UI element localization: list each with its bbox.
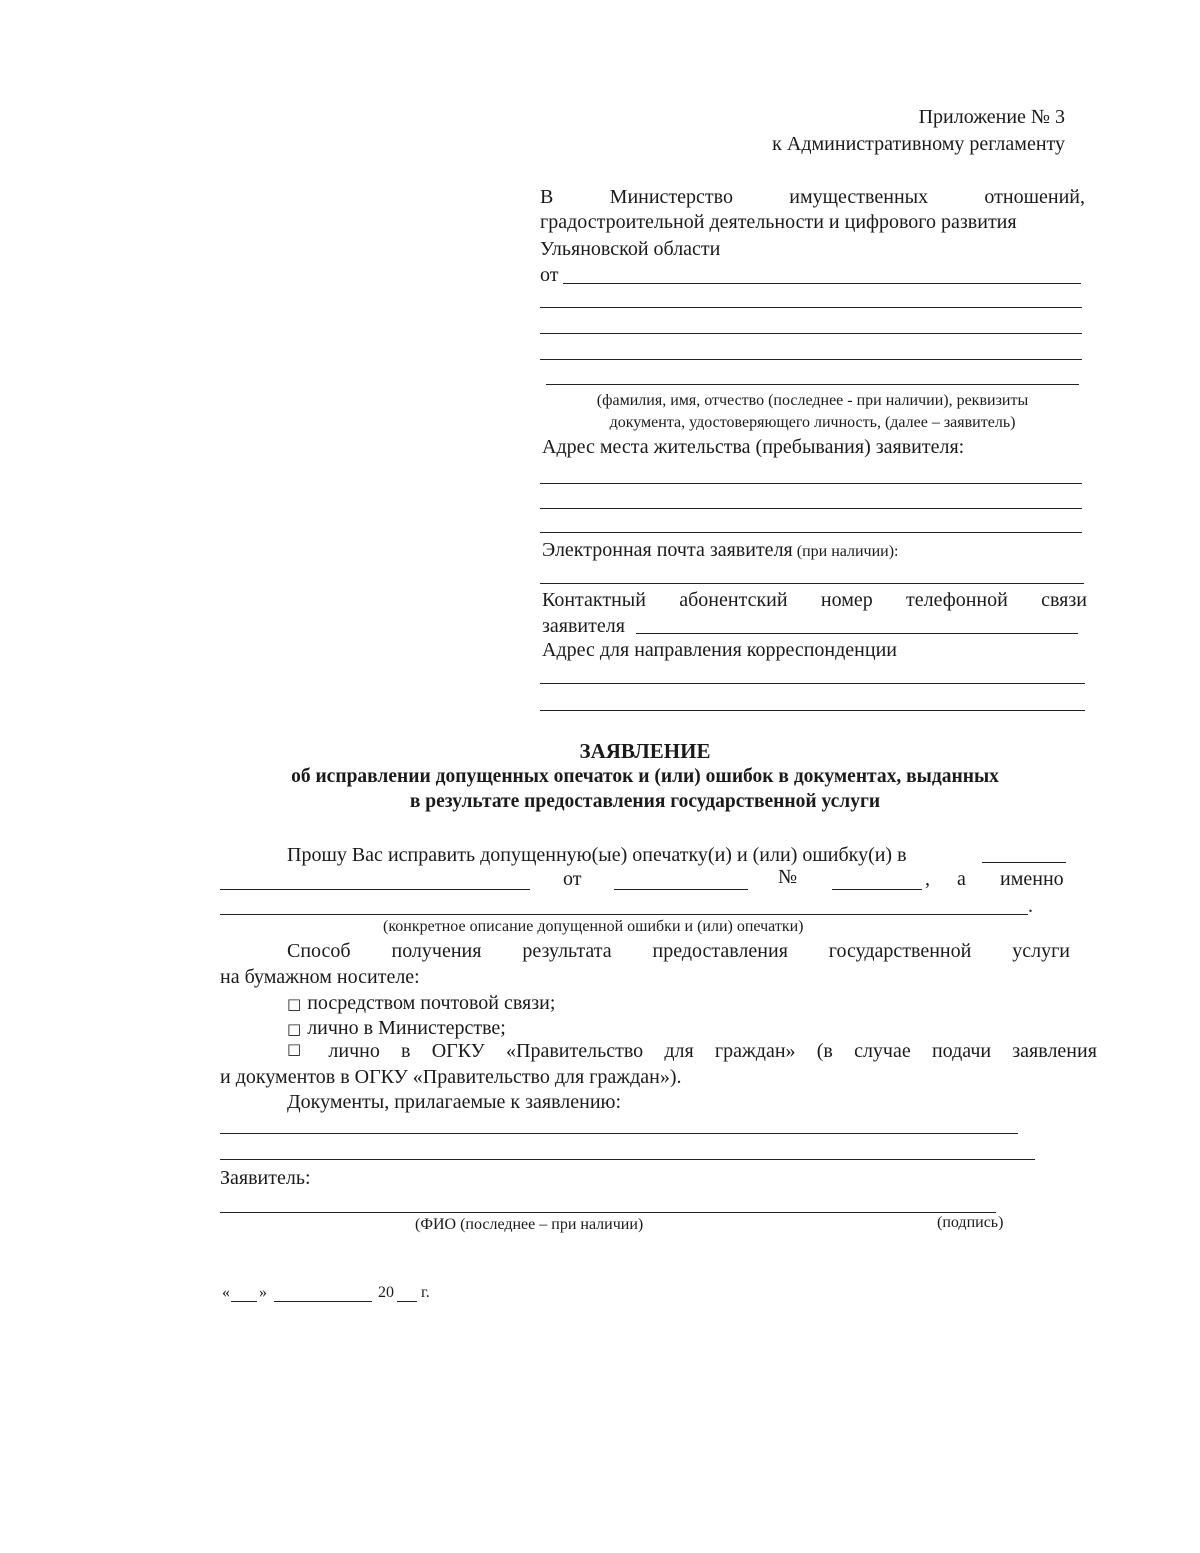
option-ogku-word: для [664,1040,694,1062]
from-label: от [540,264,559,286]
option-ogku-line-2: и документов в ОГКУ «Правительство для граждан»). [220,1066,682,1088]
email-label-note: (при наличии): [796,543,899,560]
checkbox-icon[interactable]: □ [287,1020,302,1038]
from-field-line[interactable] [540,333,1082,334]
method-word: получения [391,940,482,962]
option-ogku-word: подачи [931,1040,992,1062]
date-open-quote: « [222,1284,230,1301]
regulation-reference: к Административному регламенту [772,133,1065,155]
method-word: услуги [1012,940,1070,962]
document-number-sign: № [778,866,798,888]
document-name-field-line[interactable] [982,862,1066,863]
option-ogku-word: «Правительство [506,1040,644,1062]
phone-word: абонентский [679,589,788,611]
conjunction-a: а [957,868,966,890]
addressee-line-3: Ульяновской области [540,238,721,260]
addressee-word: Министерство [609,186,733,208]
email-label [542,539,899,562]
option-ogku-word: ОГКУ [431,1040,485,1062]
from-field-line[interactable] [540,359,1082,360]
phone-label-line-2: заявителя [542,615,625,637]
checkbox-icon[interactable]: □ [287,995,302,1013]
attachments-label: Документы, прилагаемые к заявлению: [287,1091,622,1113]
request-text: Прошу Вас исправить допущенную(ые) опечатку(и) и (или) ошибку(и) в [287,844,907,866]
from-field-line[interactable] [540,307,1082,308]
option-post-label: посредством почтовой связи; [307,992,556,1014]
addressee-line-2: градостроительной деятельности и цифрового развития [540,211,1017,233]
residence-address-label: Адрес места жительства (пребывания) заявителя: [542,436,965,458]
phone-word: телефонной [906,589,1008,611]
comma: , [925,868,930,890]
option-ogku-word: лично [328,1040,380,1062]
correspondence-address-label: Адрес для направления корреспонденции [542,639,897,661]
option-ministry[interactable] [287,1017,506,1040]
addressee-line-1 [540,186,1085,209]
document-title: ЗАЯВЛЕНИЕ [579,739,711,763]
date-year-field-line[interactable] [397,1301,417,1302]
document-date-field-line[interactable] [614,889,748,890]
document-subtitle-line-1: об исправлении допущенных опечаток и (или) ошибок в документах, выданных [291,766,999,787]
error-description-field-line[interactable] [220,914,1028,915]
applicant-signature-line[interactable] [220,1212,996,1213]
method-word: результата [522,940,612,962]
checkbox-icon[interactable]: □ [287,1040,302,1058]
phone-label-line-1 [542,589,1087,612]
word-namely: именно [1000,868,1064,890]
phone-word: Контактный [542,589,646,611]
option-ogku-word: заявления [1012,1040,1097,1062]
date-close-quote: » [259,1284,267,1301]
appendix-number: Приложение № 3 [918,106,1065,128]
correspondence-address-line[interactable] [540,683,1085,684]
from-hint-line-1: (фамилия, имя, отчество (последнее - при наличии), реквизиты [596,392,1029,409]
method-line-1 [287,940,1070,963]
document-subtitle-line-2: в результате предоставления государственной услуги [409,791,881,812]
option-ogku-word: в [401,1040,411,1062]
method-word: Способ [287,940,351,962]
signature-hint: (подпись) [937,1214,1004,1231]
option-ogku-word: (в [816,1040,833,1062]
option-ogku-word: граждан» [714,1040,796,1062]
attachments-field-line[interactable] [220,1133,1018,1134]
document-name-field-line[interactable] [220,889,530,890]
addressee-word: отношений, [984,186,1085,208]
email-field-line[interactable] [540,583,1084,584]
from-field-line[interactable] [546,384,1079,385]
date-year-prefix: 20 [378,1284,394,1301]
date-day-field-line[interactable] [231,1301,257,1302]
residence-address-line[interactable] [540,508,1082,509]
from-field-line[interactable] [563,283,1081,284]
phone-word: связи [1041,589,1087,611]
method-line-2: на бумажном носителе: [220,966,420,988]
error-description-hint: (конкретное описание допущенной ошибки и (или) опечатки) [383,918,804,935]
correspondence-address-line[interactable] [540,710,1085,711]
attachments-field-line[interactable] [220,1159,1035,1160]
residence-address-line[interactable] [540,483,1082,484]
method-word: предоставления [652,940,788,962]
residence-address-line[interactable] [540,532,1082,533]
applicant-label: Заявитель: [220,1167,311,1189]
fio-hint: (ФИО (последнее – при наличии) [415,1216,644,1233]
date-month-field-line[interactable] [274,1301,372,1302]
document-number-field-line[interactable] [832,889,922,890]
period: . [1028,895,1033,917]
option-ministry-label: лично в Министерстве; [307,1017,506,1039]
addressee-word: В [540,186,554,208]
addressee-word: имущественных [789,186,929,208]
phone-field-line[interactable] [636,633,1078,634]
option-ogku-word: случае [854,1040,911,1062]
method-word: государственной [828,940,972,962]
email-label-text: Электронная почта заявителя [542,539,793,561]
from-hint-line-2: документа, удостоверяющего личность, (далее – заявитель) [609,414,1016,431]
option-post[interactable] [287,992,555,1015]
option-ogku[interactable] [287,1040,1097,1063]
phone-word: номер [820,589,873,611]
from-date-label: от [563,868,582,890]
date-year-suffix: г. [421,1284,430,1301]
